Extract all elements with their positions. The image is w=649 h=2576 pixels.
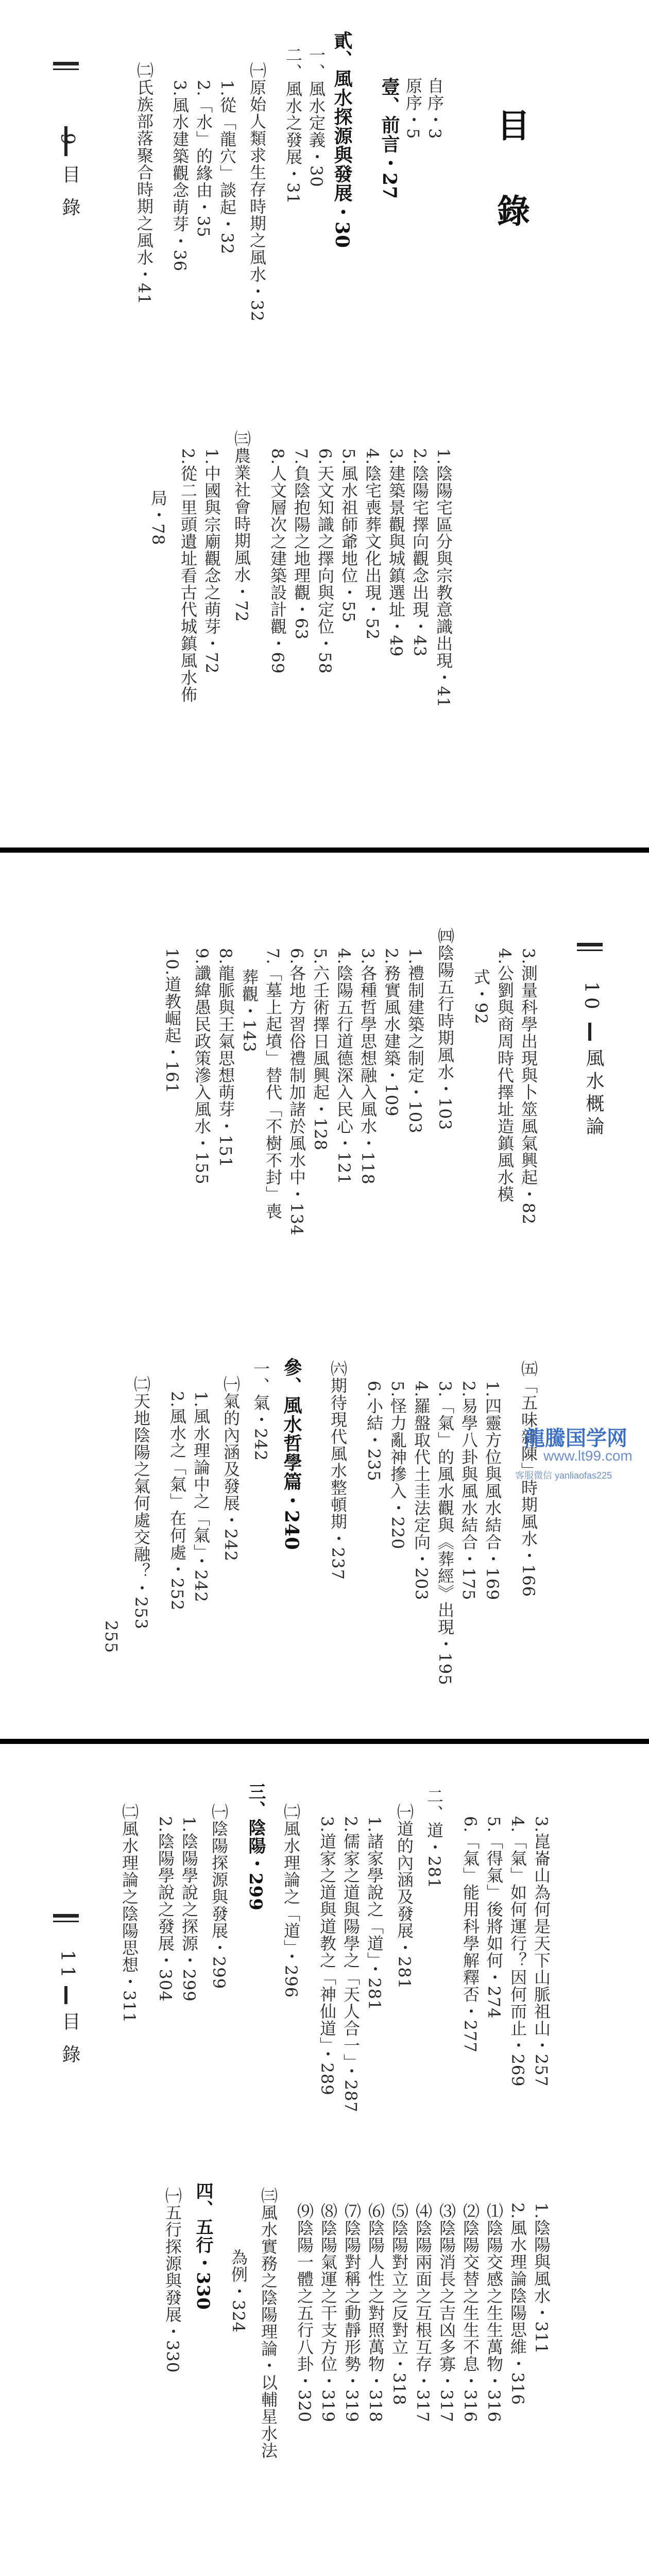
toc-entry[interactable]: 6.各地方習俗禮制加諸於風水中・134	[287, 948, 306, 1236]
folio-rule	[64, 1986, 67, 2004]
toc-entry[interactable]: 2.風水理論陰陽思維・316	[508, 2202, 527, 2405]
toc-entry[interactable]: 3.測量科學出現與卜筮風氣興起・82	[519, 948, 538, 1225]
page-2	[0, 853, 649, 1739]
running-head-bar	[577, 950, 603, 951]
page-1	[0, 0, 649, 848]
toc-entry[interactable]: ㈠原始人類求生存時期之風水・32	[247, 62, 267, 322]
toc-entry[interactable]: ㈣陰陽五行時期風水・103	[435, 927, 455, 1131]
toc-entry[interactable]: ⑹陰陽人性之對照萬物・318	[366, 2202, 385, 2423]
toc-entry[interactable]: 為例・324	[229, 2249, 248, 2333]
toc-entry[interactable]: 一、風水定義・30	[306, 46, 326, 188]
toc-entry[interactable]: ㈥期待現代風水整頓期・237	[328, 1360, 348, 1581]
toc-entry[interactable]: ⑺陰陽對稱之動靜形勢・319	[342, 2202, 362, 2423]
toc-entry[interactable]: 葬觀・143	[240, 969, 259, 1053]
toc-entry[interactable]: 2.風水之「氣」在何處・252	[167, 1391, 187, 1611]
toc-entry[interactable]: 局・78	[148, 489, 168, 546]
toc-chapter-3[interactable]: 參、風水哲學篇・240	[281, 1358, 302, 1551]
toc-entry[interactable]: 5.風水祖師爺地位・55	[339, 448, 358, 623]
toc-entry[interactable]: 6.小結・235	[364, 1381, 384, 1482]
running-head-bar	[577, 943, 603, 946]
toc-entry[interactable]: 1.陰陽宅區分與宗教意識出現・41	[434, 448, 453, 708]
toc-entry[interactable]: 3.崑崙山為何是天下山脈祖山・257	[532, 1816, 551, 2087]
toc-entry[interactable]: 7.負陰抱陽之地理觀・63	[292, 448, 311, 640]
page-3	[0, 1744, 649, 2576]
toc-entry[interactable]: ㈠五行探源與發展・330	[163, 2187, 182, 2374]
page-gap	[0, 848, 649, 853]
page-gap	[0, 1739, 649, 1744]
toc-entry[interactable]: 1.陰陽學說之探源・299	[179, 1816, 199, 2002]
toc-entry[interactable]: 1.禮制建築之制定・103	[405, 948, 425, 1134]
toc-entry-preface[interactable]: 自序・3	[425, 77, 445, 140]
toc-entry[interactable]: 3.建築景觀與城鎮選址・49	[386, 448, 406, 657]
toc-entry[interactable]: 6.「氣」能用科學解釋否・277	[460, 1816, 480, 2053]
toc-entry[interactable]: 一、氣・242	[251, 1360, 270, 1462]
toc-chapter-1[interactable]: 壹、前言・27	[379, 77, 400, 200]
toc-title: 目 錄	[491, 108, 530, 248]
toc-entry[interactable]: 8.人文層次之建築設計觀・69	[268, 448, 287, 674]
toc-entry[interactable]: 4.「氣」如何運行？因何而止・269	[508, 1816, 527, 2087]
folio-rule	[64, 126, 67, 156]
toc-entry[interactable]: 3.道家之道與道教之「神仙道」・289	[317, 1816, 337, 2096]
toc-entry[interactable]: ⑷陰陽兩面之互根互存・317	[413, 2202, 433, 2423]
toc-entry[interactable]: ⑵陰陽交替之生生不息・316	[460, 2202, 480, 2423]
toc-entry[interactable]: 1.從「龍穴」談起・32	[217, 80, 237, 255]
toc-entry[interactable]: ㈠陰陽探源與發展・299	[209, 1803, 229, 1990]
toc-entry[interactable]: 2.務實風水建築・109	[382, 948, 401, 1117]
watermark-note: 客服微信 yanliaofas225	[515, 1470, 612, 1481]
toc-entry[interactable]: 4.陰宅喪葬文化出現・52	[363, 448, 382, 640]
running-head-bar	[53, 1914, 79, 1918]
toc-entry[interactable]: ㈠氣的內涵及發展・242	[221, 1376, 241, 1562]
toc-entry[interactable]: 2.陰陽宅擇向觀念出現・43	[410, 448, 430, 657]
toc-entry[interactable]: 1.風水理論中之「氣」・242	[191, 1391, 211, 1603]
toc-entry[interactable]: ⑴陰陽交感之生生萬物・316	[484, 2202, 504, 2423]
running-head-bar	[53, 1921, 79, 1922]
running-head: 目 錄	[59, 165, 80, 221]
toc-entry[interactable]: ㈢風水實務之陰陽理論・以輔星水法	[259, 2187, 278, 2459]
folio-number: 11	[57, 1950, 78, 1982]
running-head-bar	[53, 62, 79, 65]
toc-entry[interactable]: 255	[101, 1620, 121, 1654]
folio-number: 10	[580, 981, 602, 1013]
toc-entry[interactable]: 4.公劉與商周時代擇址造鎮風水模	[495, 948, 515, 1203]
toc-entry[interactable]: 4.陰陽五行道德深入民心・121	[334, 948, 354, 1185]
toc-entry[interactable]: ㈡天地陰陽之氣何處交融？・253	[131, 1376, 151, 1630]
watermark-title: 龍騰国学网	[524, 1427, 627, 1450]
toc-entry[interactable]: 2.「水」的緣由・35	[194, 80, 213, 238]
toc-entry[interactable]: 10.道教崛起・161	[162, 948, 182, 1094]
running-head-bar	[53, 69, 79, 70]
toc-entry[interactable]: ㈢農業社會時期風水・72	[232, 430, 251, 622]
toc-entry[interactable]: 2.儒家之道與陽學之「天人合一」・287	[341, 1816, 361, 2113]
toc-entry[interactable]: 5.「得氣」後將如何・274	[484, 1816, 504, 2019]
toc-entry-original-preface[interactable]: 原序・5	[403, 77, 423, 140]
watermark-url: www.lt99.com	[543, 1448, 633, 1464]
toc-entry[interactable]: ㈡風水理論之陰陽思想・311	[119, 1803, 139, 2024]
toc-section-yinyang[interactable]: 三、陰陽・299	[245, 1783, 266, 1911]
toc-entry[interactable]: 二、道・281	[424, 1788, 444, 1889]
toc-entry[interactable]: 2.易學八卦與風水結合・175	[459, 1381, 479, 1601]
toc-entry[interactable]: ㈡風水理論之「道」・296	[281, 1803, 301, 1998]
toc-entry[interactable]: ㈠道的內涵及發展・281	[395, 1803, 414, 1990]
toc-section-wuxing[interactable]: 四、五行・330	[193, 2182, 213, 2310]
toc-entry[interactable]: 8.龍脈與王氣思想萌芽・151	[216, 948, 235, 1168]
toc-entry[interactable]: 式・92	[471, 969, 491, 1025]
toc-entry[interactable]: 6.天文知識之擇向與定位・58	[315, 448, 335, 674]
toc-entry[interactable]: ㈡氏族部落聚合時期之風水・41	[134, 62, 154, 305]
toc-entry[interactable]: 5.六壬術擇日風興起・128	[311, 948, 330, 1151]
toc-chapter-2[interactable]: 貳、風水探源與發展・30	[331, 31, 353, 249]
toc-entry[interactable]: 2.陰陽學說之發展・304	[156, 1816, 175, 2002]
running-head: 風水概論	[583, 1048, 604, 1139]
toc-entry[interactable]: ⑸陰陽對立之反對立・318	[389, 2202, 409, 2406]
toc-entry[interactable]: ⑻陰陽氣運之干支方位・319	[318, 2202, 338, 2423]
toc-entry[interactable]: 1.四靈方位與風水結合・169	[483, 1381, 502, 1601]
toc-entry[interactable]: ⑶陰陽消長之吉凶多寡・317	[437, 2202, 456, 2423]
toc-entry[interactable]: 3.風水建築觀念萌芽・36	[170, 80, 190, 272]
toc-entry[interactable]: 3.各種哲學思想融入風水・118	[358, 948, 378, 1185]
toc-entry[interactable]: ⑼陰陽一體之五行八卦・320	[295, 2202, 314, 2423]
toc-entry[interactable]: 1.陰陽與風水・311	[532, 2202, 551, 2354]
toc-entry[interactable]: 5.怪力亂神摻入・220	[388, 1381, 407, 1550]
folio-rule	[588, 1023, 591, 1041]
toc-entry[interactable]: 4.羅盤取代土圭法定向・203	[412, 1381, 431, 1601]
toc-entry[interactable]: 9.讖緯愚民政策滲入風水・155	[192, 948, 212, 1185]
toc-entry[interactable]: 2.從二里頭遺址看古代城鎮風水佈	[178, 448, 198, 703]
toc-entry[interactable]: 二、風水之發展・31	[283, 46, 303, 205]
toc-entry[interactable]: 7.「墓上起墳」替代「不樹不封」喪	[263, 948, 283, 1220]
running-head: 目 錄	[59, 2012, 80, 2067]
toc-entry[interactable]: 1.諸家學說之「道」・281	[365, 1816, 384, 2011]
toc-entry[interactable]: ㈤「五味雜陳」時期風水・166	[519, 1360, 538, 1598]
toc-entry[interactable]: 3.「氣」的風水觀與《葬經》出現・195	[435, 1381, 455, 1686]
toc-entry[interactable]: 1.中國與宗廟觀念之萌芽・72	[202, 448, 221, 674]
